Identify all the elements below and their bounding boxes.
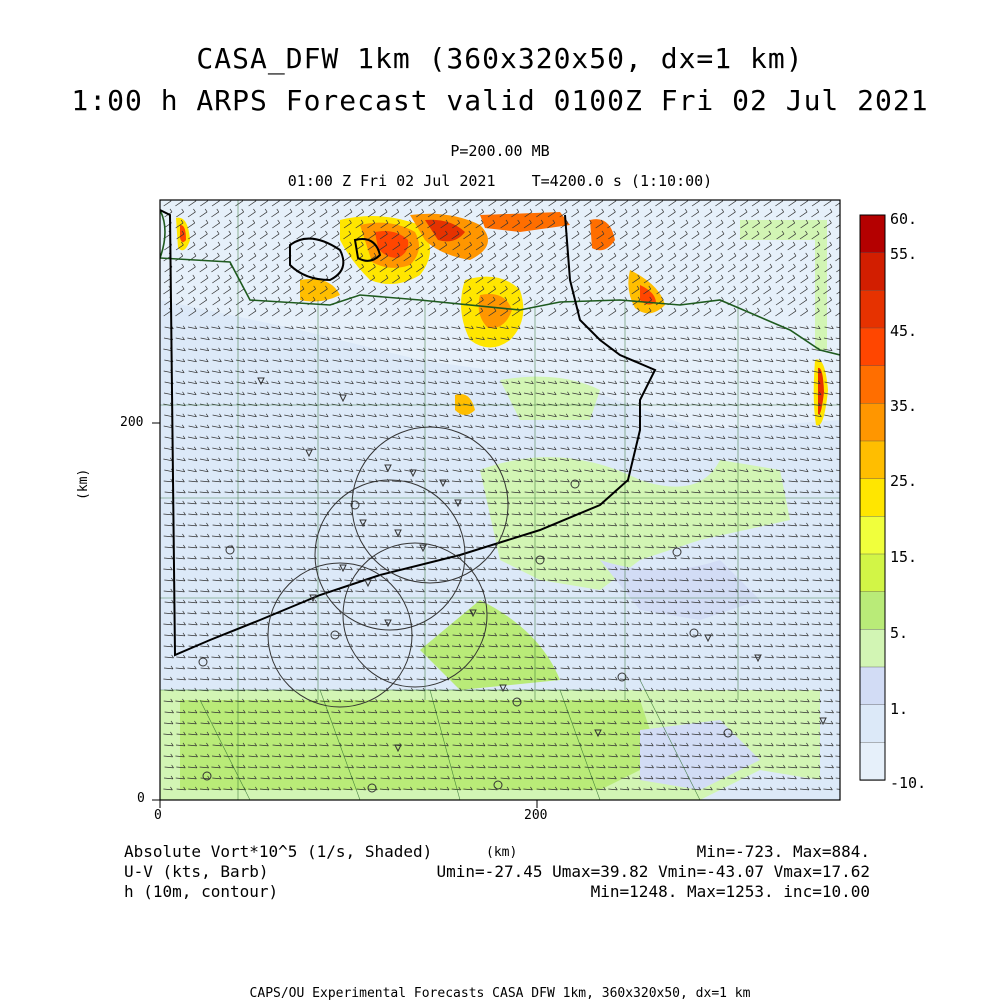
y-tick-0: 0 — [137, 791, 145, 806]
colorbar-swatch — [860, 215, 885, 253]
colorbar-label: 45. — [890, 322, 918, 340]
colorbar-swatch — [860, 479, 885, 517]
colorbar-label: 5. — [890, 624, 909, 642]
colorbar-label: 15. — [890, 548, 918, 566]
colorbar-swatch — [860, 592, 885, 630]
y-tick-200: 200 — [120, 415, 144, 430]
colorbar-swatch — [860, 290, 885, 328]
colorbar-swatch — [860, 705, 885, 743]
stats-wind: Umin=-27.45 Umax=39.82 Vmin=-43.07 Vmax=17.62 — [436, 862, 870, 881]
colorbar-label: 1. — [890, 700, 909, 718]
title-line-2: 1:00 h ARPS Forecast valid 0100Z Fri 02 Jul 2021 — [71, 84, 929, 117]
colorbar-swatch — [860, 742, 885, 780]
title-line-1: CASA_DFW 1km (360x320x50, dx=1 km) — [196, 42, 804, 75]
colorbar-swatch — [860, 667, 885, 705]
y-axis-label: (km) — [76, 468, 91, 500]
footer-credit: CAPS/OU Experimental Forecasts CASA DFW 1km, 360x320x50, dx=1 km — [249, 986, 751, 1001]
colorbar-swatch — [860, 516, 885, 554]
colorbar-label: 55. — [890, 245, 918, 263]
colorbar — [860, 215, 885, 781]
colorbar-label: -10. — [890, 774, 927, 792]
stats-vorticity: Min=-723. Max=884. — [696, 842, 870, 861]
colorbar-swatch — [860, 441, 885, 479]
colorbar-label: 25. — [890, 472, 918, 490]
x-tick-0: 0 — [154, 808, 162, 823]
time-info: 01:00 Z Fri 02 Jul 2021 T=4200.0 s (1:10:00) — [287, 172, 713, 190]
colorbar-label: 60. — [890, 210, 918, 228]
legend-field-vorticity: Absolute Vort*10^5 (1/s, Shaded) — [124, 842, 433, 861]
colorbar-swatch — [860, 629, 885, 667]
stats-height: Min=1248. Max=1253. inc=10.00 — [590, 882, 870, 901]
x-axis-label: (km) — [486, 845, 518, 860]
pressure-level: P=200.00 MB — [450, 142, 550, 160]
legend-field-height: h (10m, contour) — [124, 882, 279, 901]
x-tick-200: 200 — [524, 808, 548, 823]
colorbar-swatch — [860, 403, 885, 441]
legend-field-wind: U-V (kts, Barb) — [124, 862, 269, 881]
colorbar-label: 35. — [890, 397, 918, 415]
colorbar-swatch — [860, 554, 885, 592]
colorbar-swatch — [860, 328, 885, 366]
colorbar-swatch — [860, 253, 885, 291]
colorbar-swatch — [860, 366, 885, 404]
vorticity-field — [160, 198, 846, 800]
